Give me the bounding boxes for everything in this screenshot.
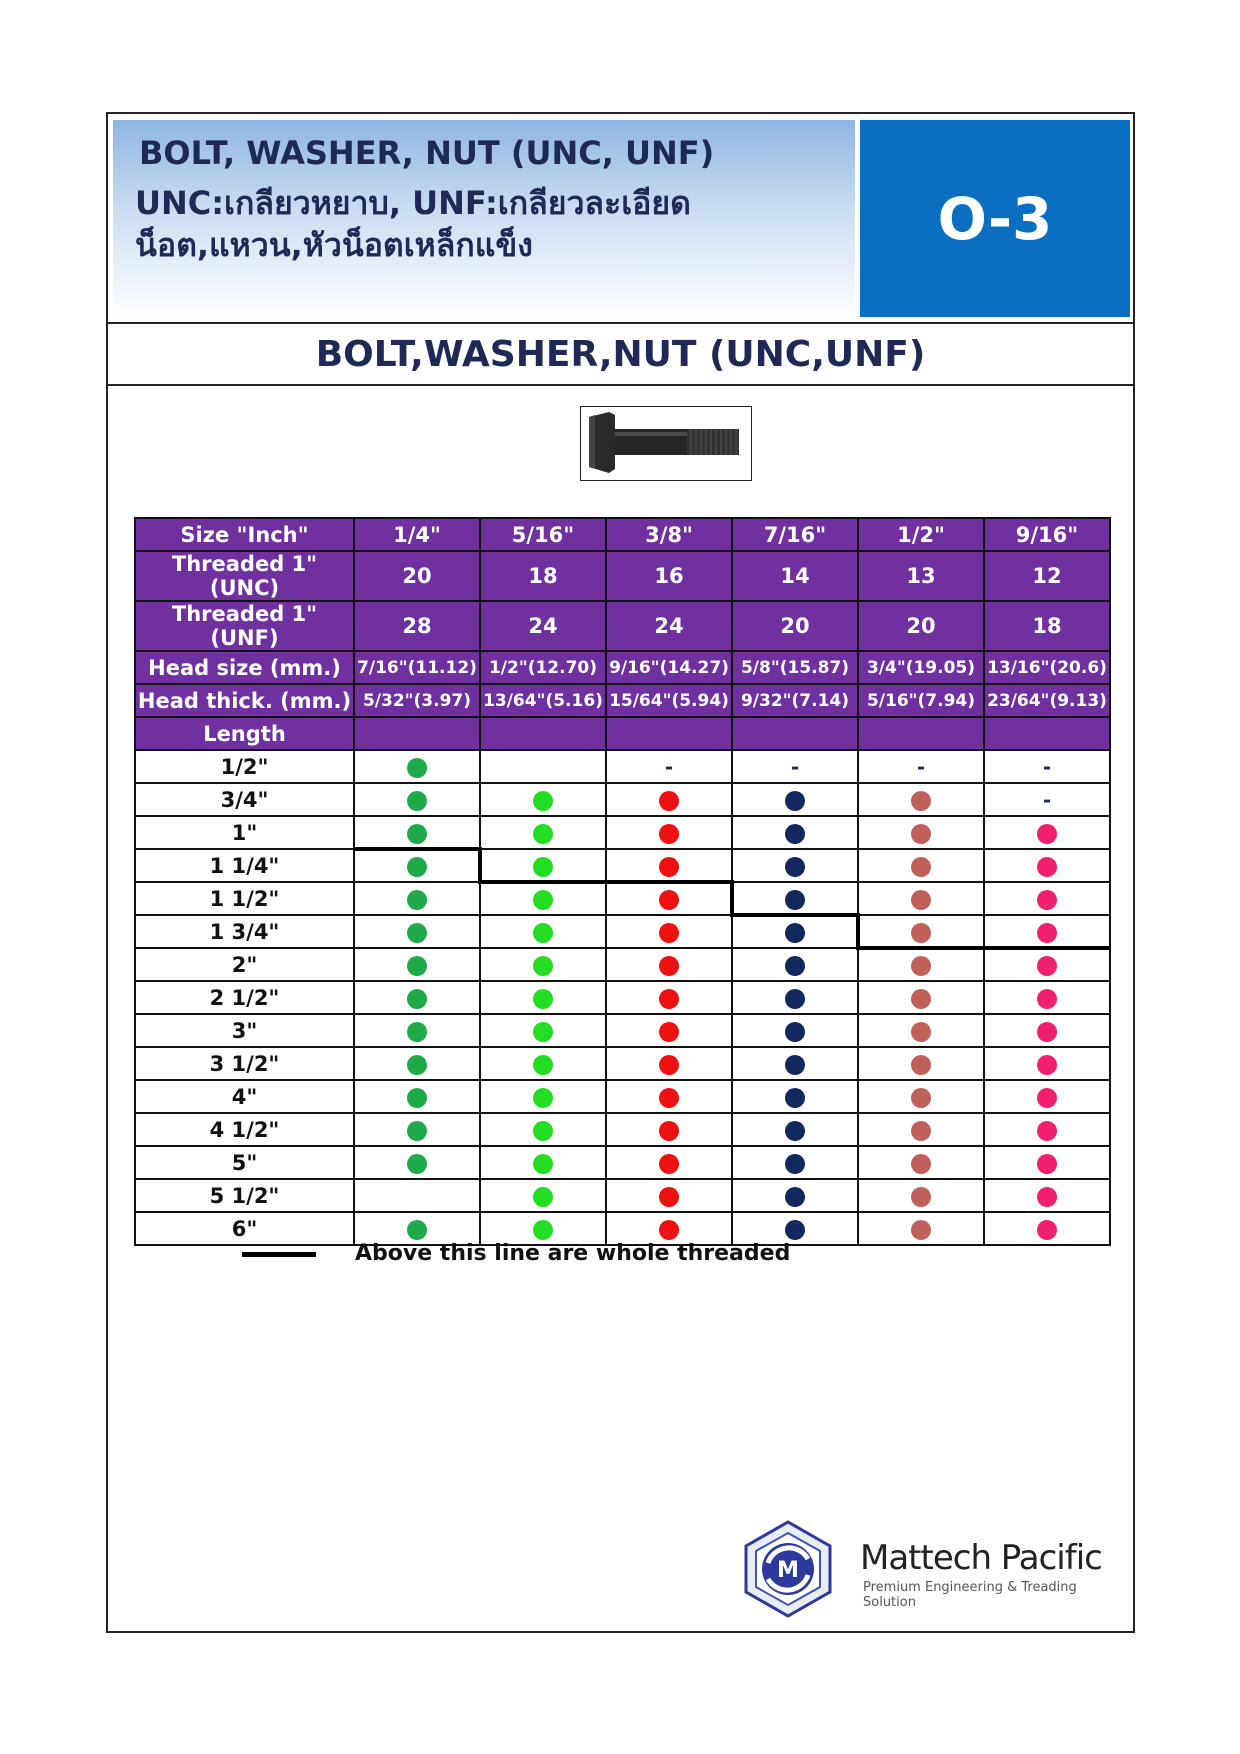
length-label: 3/4" xyxy=(135,783,354,816)
length-label: 1 1/2" xyxy=(135,882,354,915)
svg-text:M: M xyxy=(777,1558,799,1583)
length-label: 3" xyxy=(135,1014,354,1047)
spec-value: 14 xyxy=(732,551,858,601)
spec-value: 28 xyxy=(354,601,480,651)
spec-row-label: Size "Inch" xyxy=(135,518,354,551)
spec-value: 13/64"(5.16) xyxy=(480,684,606,717)
spec-value: 24 xyxy=(606,601,732,651)
whole-threaded-line xyxy=(134,517,1109,1217)
spec-row-label: Threaded 1" (UNC) xyxy=(135,551,354,601)
page-frame xyxy=(106,112,1135,1633)
length-label: 4" xyxy=(135,1080,354,1113)
length-label: 3 1/2" xyxy=(135,1047,354,1080)
length-label: 1 3/4" xyxy=(135,915,354,948)
spec-value: 5/8"(15.87) xyxy=(732,651,858,684)
header xyxy=(108,114,1133,324)
length-label: 6" xyxy=(135,1212,354,1245)
spec-value: 5/16" xyxy=(480,518,606,551)
length-header: Length xyxy=(135,717,354,750)
title-line-3: น็อต,แหวน,หัวน็อตเหล็กแข็ง xyxy=(135,226,533,264)
spec-value: 1/2" xyxy=(858,518,984,551)
bolt-image xyxy=(580,406,752,481)
length-label: 5 1/2" xyxy=(135,1179,354,1212)
spec-value: 3/4"(19.05) xyxy=(858,651,984,684)
unavailable-dash-icon: - xyxy=(1042,787,1052,812)
available-dot-icon xyxy=(407,1220,427,1240)
length-label: 5" xyxy=(135,1146,354,1179)
title-line-1: BOLT, WASHER, NUT (UNC, UNF) xyxy=(139,134,715,172)
whole-threaded-step-path xyxy=(354,849,1110,948)
spec-value: 24 xyxy=(480,601,606,651)
spec-value: 1/2"(12.70) xyxy=(480,651,606,684)
spec-value: 9/32"(7.14) xyxy=(732,684,858,717)
spec-value: 20 xyxy=(858,601,984,651)
available-dot-icon xyxy=(659,1220,679,1240)
legend-text: Above this line are whole threaded xyxy=(355,1241,791,1266)
available-dot-icon xyxy=(785,1220,805,1240)
spec-row-label: Head thick. (mm.) xyxy=(135,684,354,717)
length-label: 1 1/4" xyxy=(135,849,354,882)
mattech-logo-icon xyxy=(738,1519,838,1619)
spec-value: 23/64"(9.13) xyxy=(984,684,1110,717)
spec-value: 16 xyxy=(606,551,732,601)
length-label: 2 1/2" xyxy=(135,981,354,1014)
length-label: 1/2" xyxy=(135,750,354,783)
title-line-2: UNC:เกลียวหยาบ, UNF:เกลียวละเอียด xyxy=(135,184,691,222)
unavailable-dash-icon: - xyxy=(916,754,926,779)
legend-line-swatch xyxy=(242,1252,316,1257)
unavailable-dash-icon: - xyxy=(790,754,800,779)
spec-value: 13/16"(20.6) xyxy=(984,651,1110,684)
spec-row-label: Threaded 1" (UNF) xyxy=(135,601,354,651)
available-dot-icon xyxy=(911,1220,931,1240)
spec-row-label: Head size (mm.) xyxy=(135,651,354,684)
available-dot-icon xyxy=(1037,1220,1057,1240)
spec-value: 18 xyxy=(984,601,1110,651)
title-block xyxy=(113,120,855,317)
spec-value: 13 xyxy=(858,551,984,601)
catalog-code: O-3 xyxy=(937,184,1053,253)
page-title: BOLT,WASHER,NUT (UNC,UNF) xyxy=(108,324,1133,386)
bolt-icon xyxy=(581,407,750,479)
available-dot-icon xyxy=(533,1220,553,1240)
spec-value: 18 xyxy=(480,551,606,601)
spec-value: 9/16" xyxy=(984,518,1110,551)
unavailable-dash-icon: - xyxy=(1042,754,1052,779)
spec-value: 20 xyxy=(354,551,480,601)
brand-name: Mattech Pacific xyxy=(860,1538,1102,1578)
length-label: 4 1/2" xyxy=(135,1113,354,1146)
spec-value: 7/16"(11.12) xyxy=(354,651,480,684)
code-block xyxy=(860,120,1130,317)
length-label: 2" xyxy=(135,948,354,981)
brand-tagline: Premium Engineering & Treading Solution xyxy=(863,1580,1077,1610)
spec-value: 5/32"(3.97) xyxy=(354,684,480,717)
unavailable-dash-icon: - xyxy=(664,754,674,779)
spec-value: 1/4" xyxy=(354,518,480,551)
spec-value: 5/16"(7.94) xyxy=(858,684,984,717)
spec-value: 9/16"(14.27) xyxy=(606,651,732,684)
spec-value: 15/64"(5.94) xyxy=(606,684,732,717)
spec-value: 7/16" xyxy=(732,518,858,551)
spec-value: 20 xyxy=(732,601,858,651)
spec-value: 3/8" xyxy=(606,518,732,551)
spec-value: 12 xyxy=(984,551,1110,601)
length-label: 1" xyxy=(135,816,354,849)
